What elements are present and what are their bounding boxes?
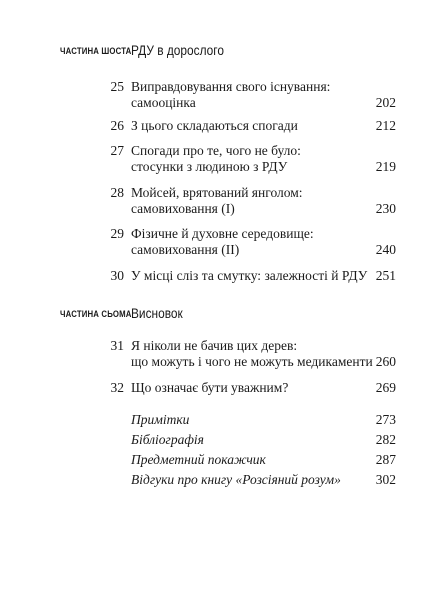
page-number: 287: [375, 452, 396, 467]
chapter-title: [131, 226, 341, 258]
chapter-title-line: самооцінка: [131, 95, 196, 110]
toc-entry: [60, 185, 396, 217]
back-matter-title: Відгуки про книгу «Розсіяний розум»: [131, 472, 341, 487]
chapter-title-line: Спогади про те, чого не було:: [131, 143, 301, 158]
back-matter-entry: [60, 412, 396, 428]
chapter-number: 29: [110, 226, 124, 241]
chapter-title-line: самовиховання (II): [131, 242, 240, 257]
chapter-number: 27: [110, 143, 124, 158]
page-number: 251: [375, 268, 396, 283]
chapter-title-line: стосунки з людиною з РДУ: [131, 159, 288, 174]
toc-entry: [60, 268, 396, 284]
back-matter-title: Бібліографія: [131, 432, 204, 447]
toc-entry: [60, 338, 396, 370]
part-label: ЧАСТИНА ШОСТА: [60, 46, 132, 57]
page-number: 212: [375, 118, 396, 133]
toc-entry: [60, 226, 396, 258]
chapter-title: [131, 268, 368, 284]
chapter-title-line: Я ніколи не бачив цих дерев:: [131, 338, 298, 353]
back-matter-entry: [60, 432, 396, 448]
toc-entry: [60, 143, 396, 175]
page-number: 273: [375, 412, 396, 427]
chapter-title: [131, 79, 341, 111]
chapter-title-line: Виправдовування свого існування:: [131, 79, 331, 94]
page-number: 219: [375, 159, 396, 174]
chapter-title-line: Фізичне й духовне середовище:: [131, 226, 314, 241]
chapter-number: 32: [110, 380, 124, 395]
part-six-header: [60, 42, 396, 62]
page-number: 240: [375, 242, 396, 257]
chapter-number: 26: [110, 118, 124, 133]
chapter-title-line: Мойсей, врятований янголом:: [131, 185, 303, 200]
back-matter-entry: [60, 472, 396, 488]
part-label: ЧАСТИНА СЬОМА: [60, 309, 132, 320]
chapter-number: 28: [110, 185, 124, 200]
toc-entry: [60, 118, 396, 134]
part-seven-header: [60, 305, 396, 325]
part-title: Висновок: [131, 305, 183, 321]
toc-entry: [60, 79, 396, 111]
chapter-title: [131, 338, 373, 370]
chapter-number: 30: [110, 268, 124, 283]
back-matter-entry: [60, 452, 396, 468]
chapter-title-line: самовиховання (I): [131, 201, 235, 216]
chapter-number: 31: [110, 338, 124, 353]
part-title: РДУ в дорослого: [131, 42, 224, 58]
chapter-title-line: З цього складаються спогади: [131, 118, 298, 133]
chapter-title-line: У місці сліз та смутку: залежності й РДУ: [131, 268, 368, 283]
chapter-title: [131, 143, 341, 175]
chapter-title: [131, 380, 341, 396]
back-matter-title: Примітки: [131, 412, 190, 427]
chapter-number: 25: [110, 79, 124, 94]
page-number: 202: [375, 95, 396, 110]
chapter-title: [131, 118, 341, 134]
chapter-title-line: що можуть і чого не можуть медикаменти: [131, 354, 373, 369]
toc-entry: [60, 380, 396, 396]
chapter-title: [131, 185, 341, 217]
page-number: 230: [375, 201, 396, 216]
page-number: 269: [375, 380, 396, 395]
chapter-title-line: Що означає бути уважним?: [131, 380, 289, 395]
page-number: 302: [375, 472, 396, 487]
page-number: 282: [375, 432, 396, 447]
back-matter-title: Предметний покажчик: [131, 452, 266, 467]
page-number: 260: [375, 354, 396, 369]
